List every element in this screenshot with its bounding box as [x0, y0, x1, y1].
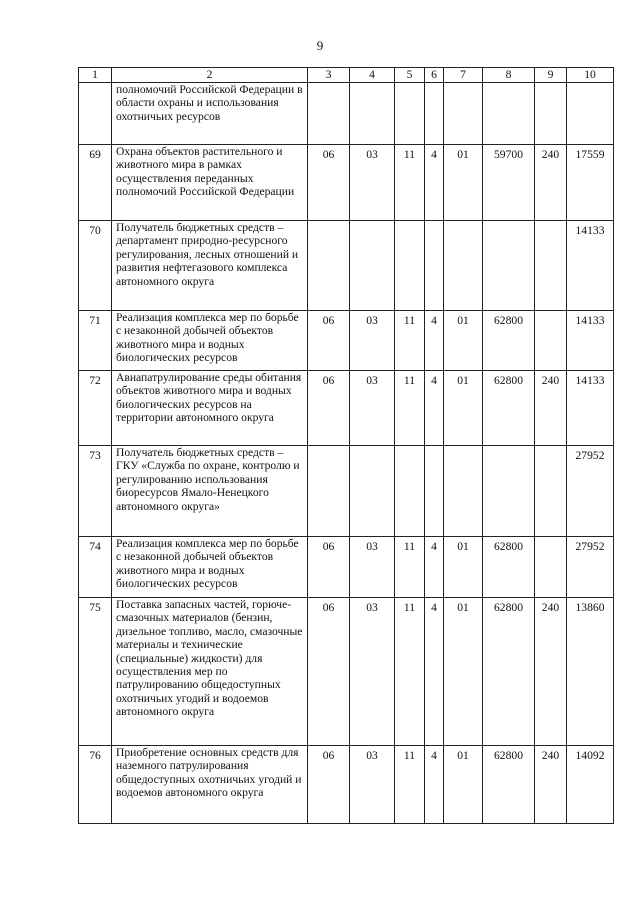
row-number-cell: 75 [79, 598, 112, 746]
column-header: 7 [444, 68, 483, 83]
table-row [79, 221, 614, 311]
expense-type-cell [535, 446, 567, 537]
description-cell: Приобретение основных средств для наземного патрулирования общедоступных охотничьих угодий и водоемов автономного округа [112, 746, 308, 824]
table-header-row [79, 68, 614, 83]
table-row [79, 537, 614, 598]
row-number-cell: 74 [79, 537, 112, 598]
section-code-cell [308, 83, 350, 145]
subprogram-code-cell: 4 [425, 145, 444, 221]
direction-code-cell [483, 83, 535, 145]
table-row [79, 145, 614, 221]
expense-type-cell: 240 [535, 598, 567, 746]
direction-code-cell [483, 221, 535, 311]
section-code-cell: 06 [308, 598, 350, 746]
column-header: 3 [308, 68, 350, 83]
amount-cell [567, 83, 614, 145]
table-row [79, 311, 614, 371]
expense-type-cell [535, 83, 567, 145]
expense-type-cell [535, 311, 567, 371]
row-number-cell: 76 [79, 746, 112, 824]
program-code-cell: 11 [395, 311, 425, 371]
subsection-code-cell [350, 221, 395, 311]
direction-code-cell: 62800 [483, 371, 535, 446]
column-header: 5 [395, 68, 425, 83]
program-code-cell: 11 [395, 371, 425, 446]
section-code-cell: 06 [308, 537, 350, 598]
amount-cell: 14133 [567, 311, 614, 371]
activity-code-cell [444, 221, 483, 311]
subsection-code-cell: 03 [350, 537, 395, 598]
section-code-cell: 06 [308, 145, 350, 221]
program-code-cell: 11 [395, 746, 425, 824]
description-cell: полномочий Российской Федерации в области охраны и использования охотничьих ресурсов [112, 83, 308, 145]
description-cell: Авиапатрулирование среды обитания объектов животного мира и водных биологических ресурсов на территории автономного округа [112, 371, 308, 446]
subprogram-code-cell [425, 221, 444, 311]
description-cell: Охрана объектов растительного и животного мира в рамках осуществления переданных полномочий Российской Федерации [112, 145, 308, 221]
subsection-code-cell [350, 83, 395, 145]
subsection-code-cell: 03 [350, 598, 395, 746]
direction-code-cell: 59700 [483, 145, 535, 221]
activity-code-cell: 01 [444, 598, 483, 746]
section-code-cell [308, 446, 350, 537]
direction-code-cell: 62800 [483, 598, 535, 746]
activity-code-cell [444, 446, 483, 537]
row-number-cell: 71 [79, 311, 112, 371]
column-header: 6 [425, 68, 444, 83]
table-row [79, 446, 614, 537]
amount-cell: 13860 [567, 598, 614, 746]
row-number-cell: 69 [79, 145, 112, 221]
table-row [79, 371, 614, 446]
program-code-cell: 11 [395, 145, 425, 221]
column-header: 9 [535, 68, 567, 83]
expense-type-cell [535, 221, 567, 311]
table-row [79, 598, 614, 746]
program-code-cell: 11 [395, 537, 425, 598]
expense-type-cell: 240 [535, 746, 567, 824]
column-header: 2 [112, 68, 308, 83]
section-code-cell: 06 [308, 371, 350, 446]
subprogram-code-cell [425, 83, 444, 145]
table-row [79, 746, 614, 824]
subprogram-code-cell [425, 446, 444, 537]
description-cell: Получатель бюджетных средств – ГКУ «Служба по охране, контролю и регулированию использования биоресурсов Ямало-Ненецкого автономного округа» [112, 446, 308, 537]
amount-cell: 27952 [567, 446, 614, 537]
subsection-code-cell: 03 [350, 145, 395, 221]
activity-code-cell: 01 [444, 746, 483, 824]
page-number: 9 [316, 38, 324, 53]
column-header: 4 [350, 68, 395, 83]
subprogram-code-cell: 4 [425, 537, 444, 598]
amount-cell: 14133 [567, 221, 614, 311]
row-number-cell: 72 [79, 371, 112, 446]
section-code-cell: 06 [308, 746, 350, 824]
section-code-cell [308, 221, 350, 311]
activity-code-cell [444, 83, 483, 145]
direction-code-cell [483, 446, 535, 537]
description-cell: Реализация комплекса мер по борьбе с незаконной добычей объектов животного мира и водных биологических ресурсов [112, 311, 308, 371]
expense-type-cell [535, 537, 567, 598]
row-number-cell [79, 83, 112, 145]
activity-code-cell: 01 [444, 537, 483, 598]
subprogram-code-cell: 4 [425, 746, 444, 824]
program-code-cell: 11 [395, 598, 425, 746]
row-number-cell: 73 [79, 446, 112, 537]
budget-table [78, 67, 614, 824]
description-cell: Поставка запасных частей, горюче-смазочных материалов (бензин, дизельное топливо, масло, смазочные материалы и технические (специальные) жидкости) для осуществления мер по патрулированию общедоступных охотничьих угодий и водоемов автономного округа [112, 598, 308, 746]
activity-code-cell: 01 [444, 311, 483, 371]
activity-code-cell: 01 [444, 145, 483, 221]
expense-type-cell: 240 [535, 371, 567, 446]
amount-cell: 27952 [567, 537, 614, 598]
program-code-cell [395, 446, 425, 537]
subprogram-code-cell: 4 [425, 371, 444, 446]
subsection-code-cell [350, 446, 395, 537]
amount-cell: 14092 [567, 746, 614, 824]
section-code-cell: 06 [308, 311, 350, 371]
subsection-code-cell: 03 [350, 311, 395, 371]
subsection-code-cell: 03 [350, 371, 395, 446]
description-cell: Получатель бюджетных средств – департамент природно-ресурсного регулирования, лесных отношений и развития нефтегазового комплекса автономного округа [112, 221, 308, 311]
subprogram-code-cell: 4 [425, 311, 444, 371]
program-code-cell [395, 221, 425, 311]
direction-code-cell: 62800 [483, 537, 535, 598]
direction-code-cell: 62800 [483, 311, 535, 371]
amount-cell: 14133 [567, 371, 614, 446]
direction-code-cell: 62800 [483, 746, 535, 824]
expense-type-cell: 240 [535, 145, 567, 221]
column-header: 8 [483, 68, 535, 83]
activity-code-cell: 01 [444, 371, 483, 446]
subprogram-code-cell: 4 [425, 598, 444, 746]
amount-cell: 17559 [567, 145, 614, 221]
row-number-cell: 70 [79, 221, 112, 311]
description-cell: Реализация комплекса мер по борьбе с незаконной добычей объектов животного мира и водных биологических ресурсов [112, 537, 308, 598]
column-header: 1 [79, 68, 112, 83]
subsection-code-cell: 03 [350, 746, 395, 824]
program-code-cell [395, 83, 425, 145]
column-header: 10 [567, 68, 614, 83]
table-row [79, 83, 614, 145]
